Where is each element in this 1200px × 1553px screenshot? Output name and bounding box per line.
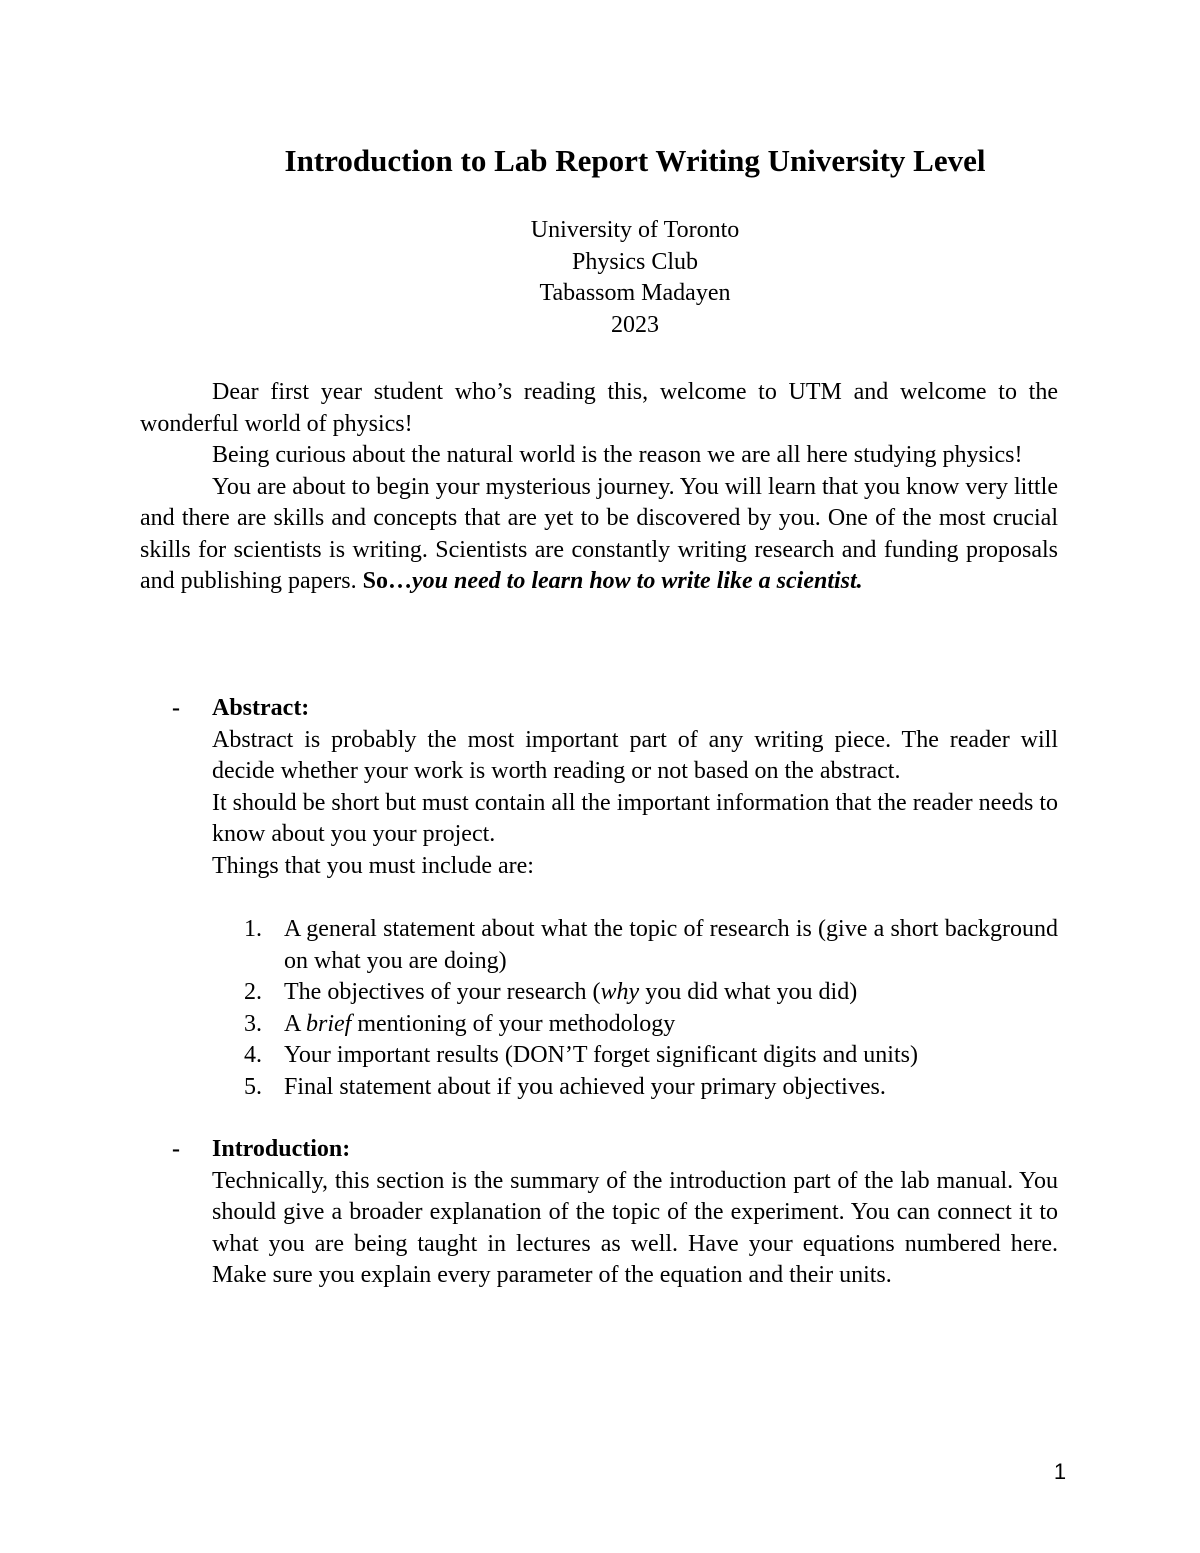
introduction-body bbox=[140, 1166, 1058, 1292]
list-item-text: A general statement about what the topic of research is (give a short background on what you are doing) bbox=[284, 916, 1058, 974]
journey-so: So… bbox=[362, 568, 412, 594]
abstract-paragraph-include: Things that you must include are: bbox=[212, 852, 534, 879]
abstract-section bbox=[140, 693, 1058, 1103]
intro-paragraph-journey bbox=[140, 472, 1058, 598]
abstract-heading: Abstract: bbox=[212, 695, 310, 721]
list-item bbox=[212, 1009, 1058, 1041]
list-number: 5. bbox=[244, 1073, 262, 1100]
page-number: 1 bbox=[1053, 1459, 1067, 1484]
introduction-heading: Introduction: bbox=[212, 1136, 351, 1162]
list-item-text: Your important results (DON’T forget significant digits and units) bbox=[284, 1042, 918, 1068]
list-number: 3. bbox=[244, 1010, 262, 1037]
introduction-bullet: - bbox=[172, 1136, 180, 1162]
introduction-section bbox=[140, 1134, 1058, 1292]
list-item-text: A bbox=[284, 1010, 307, 1037]
byline-institution: University of Toronto bbox=[530, 217, 740, 243]
journey-text: You are about to begin your mysterious journey. You will learn that you know very little and there are skills and concepts that are yet to be discovered by you. One of the most crucial skills for scientists is writing. Scientists are constantly writing research and funding proposals and publishing papers. bbox=[140, 473, 1058, 594]
byline-year: 2023 bbox=[611, 311, 659, 338]
introduction-heading-row bbox=[140, 1134, 1058, 1166]
list-item bbox=[212, 977, 1058, 1009]
list-number: 4. bbox=[244, 1042, 262, 1068]
intro-block bbox=[140, 377, 1058, 598]
journey-emphasis: you need to learn how to write like a scientist. bbox=[412, 568, 863, 594]
list-item bbox=[212, 914, 1058, 977]
introduction-paragraph: Technically, this section is the summary of the introduction part of the lab manual. You should give a broader explanation of the topic of the experiment. You can connect it to what you are being taught in lectures as well. Have your equations numbered here. Make sure you explain every parameter of the equation and their units. bbox=[212, 1167, 1058, 1288]
byline bbox=[0, 215, 1200, 341]
list-item-text-end: mentioning of your methodology bbox=[351, 1010, 676, 1037]
document-title: Introduction to Lab Report Writing University Level bbox=[284, 143, 986, 178]
list-item bbox=[212, 1040, 1058, 1072]
intro-paragraph-welcome: Dear first year student who’s reading this, welcome to UTM and welcome to the wonderful world of physics! bbox=[140, 379, 1058, 437]
list-number: 2. bbox=[244, 979, 262, 1005]
abstract-checklist bbox=[140, 914, 1058, 1103]
intro-paragraph-curiosity: Being curious about the natural world is the reason we are all here studying physics! bbox=[212, 442, 1023, 468]
list-item bbox=[212, 1072, 1058, 1104]
list-item-italic: brief bbox=[306, 1010, 352, 1037]
abstract-paragraph-short: It should be short but must contain all the important information that the reader needs to know about you your project. bbox=[212, 789, 1058, 847]
list-number: 1. bbox=[244, 916, 262, 942]
byline-club: Physics Club bbox=[571, 248, 699, 275]
abstract-paragraph-importance: Abstract is probably the most important part of any writing piece. The reader will decide whether your work is worth reading or not based on the abstract. bbox=[212, 726, 1058, 784]
abstract-body bbox=[140, 725, 1058, 883]
list-item-text: Final statement about if you achieved your primary objectives. bbox=[284, 1073, 886, 1100]
list-item-text-end: you did what you did) bbox=[639, 979, 858, 1005]
abstract-heading-row bbox=[140, 693, 1058, 725]
list-item-text: The objectives of your research ( bbox=[284, 979, 601, 1005]
byline-author: Tabassom Madayen bbox=[539, 280, 731, 306]
abstract-bullet: - bbox=[172, 695, 180, 721]
list-item-italic: why bbox=[600, 979, 640, 1005]
